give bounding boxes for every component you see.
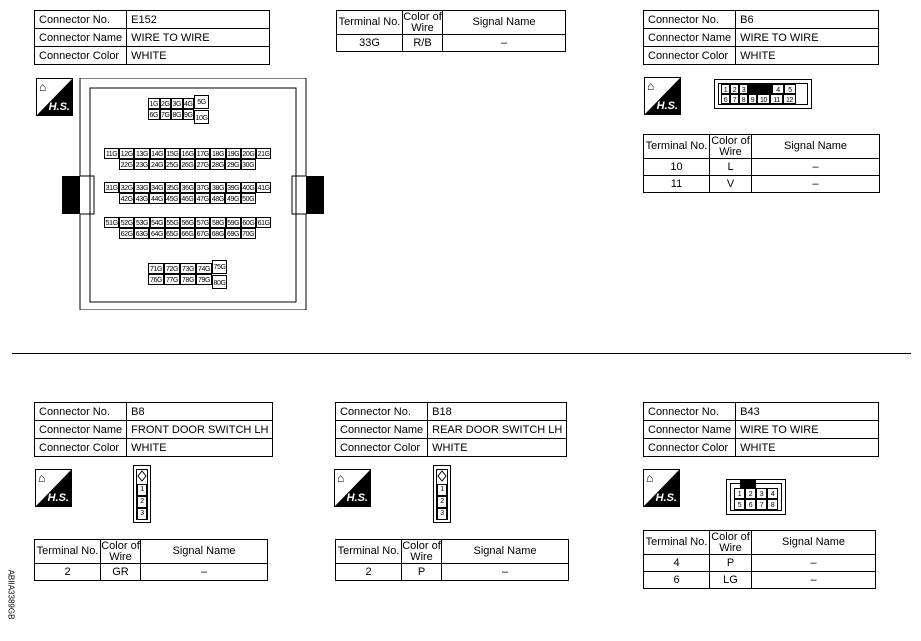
hs-icon: ⌂ H.S. bbox=[35, 469, 72, 507]
pin: 4G bbox=[183, 98, 195, 109]
pin: 32G bbox=[119, 182, 134, 193]
e152-signal-table: Terminal No. Color of Wire Signal Name 33G R/B – bbox=[336, 10, 566, 52]
pin: 1 bbox=[137, 484, 147, 496]
pin: 1 bbox=[721, 84, 730, 94]
pin: 52G bbox=[119, 217, 134, 228]
pin: 3 bbox=[756, 488, 767, 499]
pin: 6 bbox=[721, 94, 730, 104]
pin: 24G bbox=[149, 159, 164, 170]
pin: 5G bbox=[194, 95, 209, 109]
pin: 27G bbox=[195, 159, 210, 170]
pin: 3 bbox=[437, 508, 447, 520]
section-divider bbox=[12, 353, 911, 354]
pin: 36G bbox=[180, 182, 195, 193]
pin: 48G bbox=[210, 193, 225, 204]
pin: 63G bbox=[134, 228, 149, 239]
pin: 77G bbox=[164, 274, 180, 285]
pin: 44G bbox=[149, 193, 164, 204]
pin: 54G bbox=[150, 217, 165, 228]
pin: 16G bbox=[180, 148, 195, 159]
pin: 35G bbox=[165, 182, 180, 193]
pin: 2 bbox=[730, 84, 739, 94]
pin: 12 bbox=[783, 94, 796, 104]
pin: 1 bbox=[734, 488, 745, 499]
pin: 18G bbox=[210, 148, 225, 159]
pin: 26G bbox=[180, 159, 195, 170]
pin: 11 bbox=[770, 94, 783, 104]
pin: 17G bbox=[195, 148, 210, 159]
pin: 56G bbox=[180, 217, 195, 228]
hs-icon: ⌂ H.S. bbox=[644, 77, 681, 115]
pin: 45G bbox=[165, 193, 180, 204]
pin: 43G bbox=[134, 193, 149, 204]
pin: 2G bbox=[160, 98, 172, 109]
pin: 66G bbox=[180, 228, 195, 239]
pin: 2 bbox=[137, 496, 147, 508]
pin: 39G bbox=[226, 182, 241, 193]
harness-side-glyph: ⌂ bbox=[647, 79, 655, 93]
pin: 31G bbox=[104, 182, 119, 193]
pin: 8 bbox=[739, 94, 748, 104]
pin: 28G bbox=[210, 159, 225, 170]
pin: 15G bbox=[165, 148, 180, 159]
key-slot bbox=[748, 84, 772, 94]
pin: 58G bbox=[210, 217, 225, 228]
pin: 65G bbox=[165, 228, 180, 239]
pin: 12G bbox=[119, 148, 134, 159]
pin: 73G bbox=[180, 263, 196, 274]
pin: 42G bbox=[119, 193, 134, 204]
b6-signal-table: Terminal No. Color of Wire Signal Name 10 L – 11 V – bbox=[643, 134, 880, 193]
pin: 79G bbox=[196, 274, 212, 285]
pin: 7G bbox=[160, 109, 172, 120]
b6-info-table: Connector No. B6 Connector Name WIRE TO WIRE Connector Color WHITE bbox=[643, 10, 879, 65]
pin: 67G bbox=[195, 228, 210, 239]
b18-info-table: Connector No. B18 Connector Name REAR DOOR SWITCH LH Connector Color WHITE bbox=[335, 402, 567, 457]
pin: 78G bbox=[180, 274, 196, 285]
harness-side-glyph: ⌂ bbox=[337, 471, 345, 485]
pin: 40G bbox=[241, 182, 256, 193]
pin: 61G bbox=[256, 217, 271, 228]
pin: 53G bbox=[134, 217, 149, 228]
pin: 47G bbox=[195, 193, 210, 204]
e152-info-table: Connector No. E152 Connector Name WIRE TO WIRE Connector Color WHITE bbox=[34, 10, 270, 65]
pin: 13G bbox=[134, 148, 149, 159]
pin: 34G bbox=[150, 182, 165, 193]
pin: 4 bbox=[772, 84, 784, 94]
b8-info-table: Connector No. B8 Connector Name FRONT DOOR SWITCH LH Connector Color WHITE bbox=[34, 402, 273, 457]
pin: 55G bbox=[165, 217, 180, 228]
pin: 20G bbox=[241, 148, 256, 159]
hs-icon: ⌂ H.S. bbox=[334, 469, 371, 507]
pin: 19G bbox=[226, 148, 241, 159]
pin: 10G bbox=[194, 110, 209, 124]
b18-signal-table: Terminal No. Color of Wire Signal Name 2 P – bbox=[335, 539, 569, 581]
hs-icon: ⌂ H.S. bbox=[36, 78, 73, 116]
pin: 9G bbox=[183, 109, 195, 120]
pin: 57G bbox=[195, 217, 210, 228]
pin: 11G bbox=[104, 148, 119, 159]
pin: 30G bbox=[241, 159, 256, 170]
pin: 1 bbox=[437, 484, 447, 496]
pin: 7 bbox=[756, 499, 767, 510]
pin: 3 bbox=[137, 508, 147, 520]
pin: 49G bbox=[225, 193, 240, 204]
harness-side-glyph: ⌂ bbox=[646, 471, 654, 485]
harness-side-glyph: ⌂ bbox=[39, 80, 47, 94]
b43-info-table: Connector No. B43 Connector Name WIRE TO WIRE Connector Color WHITE bbox=[643, 402, 879, 457]
pin: 71G bbox=[148, 263, 164, 274]
pin: 70G bbox=[241, 228, 256, 239]
pin: 38G bbox=[210, 182, 225, 193]
pin: 2 bbox=[745, 488, 756, 499]
pin: 3 bbox=[739, 84, 748, 94]
figure-id: ABIIA3389GB bbox=[6, 569, 16, 620]
pin: 5 bbox=[784, 84, 796, 94]
pin: 62G bbox=[119, 228, 134, 239]
pin: 6 bbox=[745, 499, 756, 510]
hs-icon: ⌂ H.S. bbox=[643, 469, 680, 507]
pin: 50G bbox=[241, 193, 256, 204]
pin: 74G bbox=[196, 263, 212, 274]
pin: 10 bbox=[757, 94, 770, 104]
pin: 64G bbox=[149, 228, 164, 239]
pin: 9 bbox=[748, 94, 757, 104]
pin: 60G bbox=[241, 217, 256, 228]
pin: 59G bbox=[226, 217, 241, 228]
pin: 29G bbox=[225, 159, 240, 170]
pin: 69G bbox=[225, 228, 240, 239]
pin: 46G bbox=[180, 193, 195, 204]
pin: 8G bbox=[171, 109, 183, 120]
pin: 14G bbox=[150, 148, 165, 159]
pin: 1G bbox=[148, 98, 160, 109]
pin: 72G bbox=[164, 263, 180, 274]
pin: 37G bbox=[195, 182, 210, 193]
pin: 4 bbox=[767, 488, 778, 499]
pin: 22G bbox=[119, 159, 134, 170]
b8-signal-table: Terminal No. Color of Wire Signal Name 2 GR – bbox=[34, 539, 268, 581]
pin: 7 bbox=[730, 94, 739, 104]
pin: 41G bbox=[256, 182, 271, 193]
pin: 25G bbox=[165, 159, 180, 170]
pin: 75G bbox=[212, 260, 227, 274]
pin: 5 bbox=[734, 499, 745, 510]
pin: 8 bbox=[767, 499, 778, 510]
pin: 2 bbox=[437, 496, 447, 508]
pin: 33G bbox=[134, 182, 149, 193]
pin: 80G bbox=[212, 275, 227, 289]
pin: 68G bbox=[210, 228, 225, 239]
pin: 3G bbox=[171, 98, 183, 109]
pin: 51G bbox=[104, 217, 119, 228]
b43-signal-table: Terminal No. Color of Wire Signal Name 4 P – 6 LG – bbox=[643, 530, 876, 589]
harness-side-glyph: ⌂ bbox=[38, 471, 46, 485]
pin: 76G bbox=[148, 274, 164, 285]
pin: 21G bbox=[256, 148, 271, 159]
pin: 6G bbox=[148, 109, 160, 120]
pin: 23G bbox=[134, 159, 149, 170]
